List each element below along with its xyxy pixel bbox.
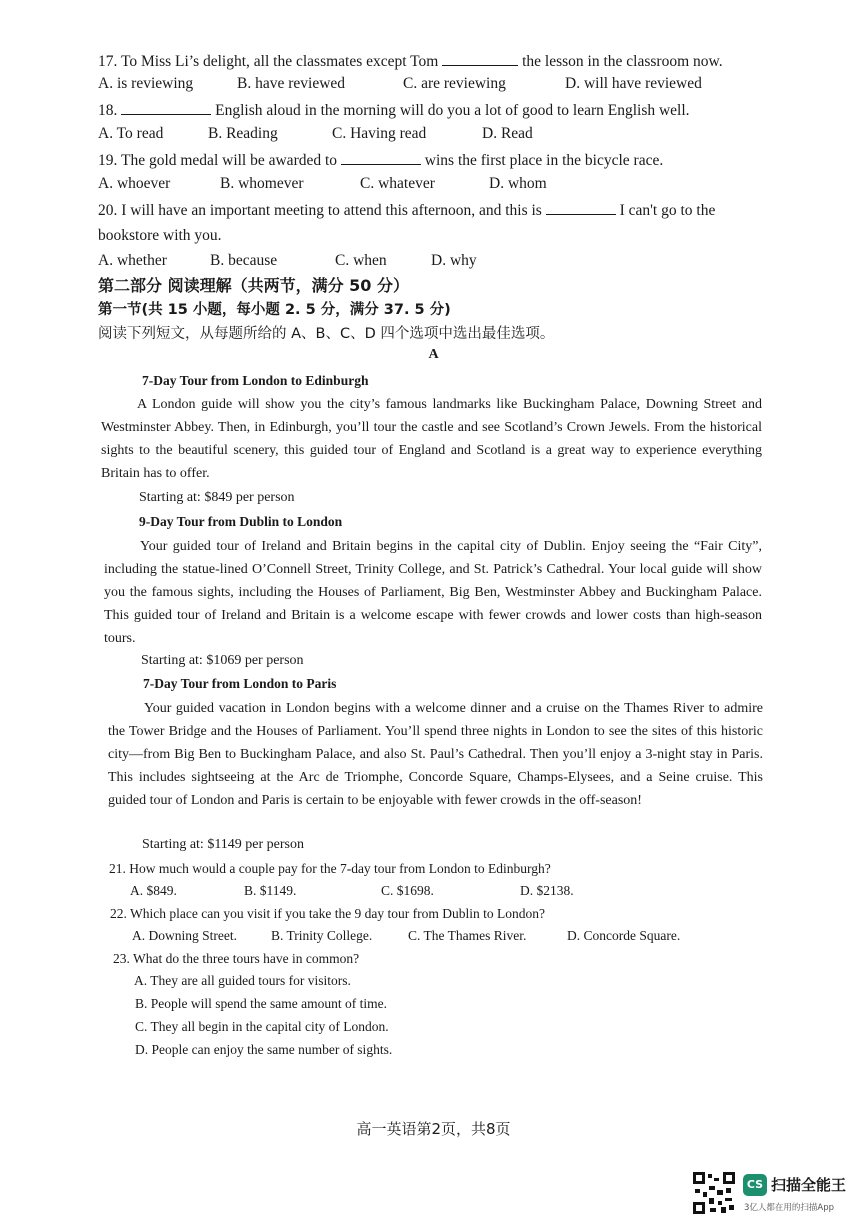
question-19-post: wins the first place in the bicycle race. <box>424 152 664 169</box>
option-d: D. Read <box>482 125 533 142</box>
tour-3-price: Starting at: $1149 per person <box>142 837 305 852</box>
question-21-stem: 21. How much would a couple pay for the 7-day tour from London to Edinburgh? <box>109 861 551 876</box>
question-17-stem <box>98 50 723 72</box>
option-b: B. because <box>210 252 278 269</box>
camscanner-logo: CS <box>743 1174 767 1196</box>
answer-blank <box>442 50 518 66</box>
tour-1-title: 7-Day Tour from London to Edinburgh <box>142 373 369 388</box>
option-c: C. The Thames River. <box>408 928 527 943</box>
question-21-options <box>130 883 630 901</box>
tour-2-title: 9-Day Tour from Dublin to London <box>139 514 343 529</box>
tour-1-description: A London guide will show you the city’s famous landmarks like Buckingham Palace, Downing Street and Westminster Abbey. Then, in Edinburgh, you’ll tour the castle and see Scotland’s Crown Jewels. From the historical sights to the beautiful scenery, this guided tour of England and Scotland is a great way to experience everything Britain has to offer. <box>101 397 762 481</box>
option-d: D. People can enjoy the same number of sights. <box>135 1042 393 1057</box>
option-c: C. They all begin in the capital city of London. <box>135 1019 389 1034</box>
question-20-stem-line2: bookstore with you. <box>98 227 222 244</box>
question-23-stem: 23. What do the three tours have in common? <box>113 951 360 966</box>
option-d: D. $2138. <box>520 883 574 898</box>
option-a: A. To read <box>98 125 164 142</box>
page-footer: 高一英语第2页，共8页 <box>356 1120 511 1138</box>
question-18-stem <box>98 99 690 121</box>
option-b: B. $1149. <box>244 883 297 898</box>
question-17-options <box>98 74 798 94</box>
option-c: C. when <box>335 252 387 269</box>
question-17-post: the lesson in the classroom now. <box>522 53 723 70</box>
camscanner-name: 扫描全能王 <box>771 1176 847 1194</box>
option-d: D. whom <box>489 175 547 192</box>
question-17-pre: 17. To Miss Li’s delight, all the classmates except Tom <box>98 53 439 70</box>
answer-blank <box>121 99 211 115</box>
section-1-heading: 第一节(共 15 小题，每小题 2. 5 分，满分 37. 5 分) <box>98 302 451 318</box>
tour-2-price: Starting at: $1069 per person <box>141 653 304 668</box>
question-19-stem <box>98 149 663 171</box>
option-a: A. whoever <box>98 175 171 192</box>
option-c: C. are reviewing <box>403 75 506 92</box>
option-d: D. Concorde Square. <box>567 928 681 943</box>
part-2-heading: 第二部分 阅读理解（共两节，满分 50 分） <box>98 276 409 295</box>
option-c: C. $1698. <box>381 883 434 898</box>
camscanner-slogan: 3亿人都在用的扫描App <box>744 1203 835 1213</box>
question-20-options <box>98 251 598 271</box>
option-a: A. whether <box>98 252 167 269</box>
option-b: B. Trinity College. <box>271 928 373 943</box>
answer-blank <box>546 199 616 215</box>
question-18-post: English aloud in the morning will do you a lot of good to learn English well. <box>215 102 690 119</box>
question-18-options <box>98 124 698 144</box>
question-18-pre: 18. <box>98 102 118 119</box>
option-a: A. They are all guided tours for visitors. <box>134 973 351 988</box>
question-22-options <box>132 928 712 946</box>
option-b: B. Reading <box>208 125 278 142</box>
answer-blank <box>341 149 421 165</box>
question-19-pre: 19. The gold medal will be awarded to <box>98 152 338 169</box>
reading-instruction: 阅读下列短文，从每题所给的 A、B、C、D 四个选项中选出最佳选项。 <box>98 326 555 342</box>
option-b: B. have reviewed <box>237 75 346 92</box>
option-c: C. whatever <box>360 175 435 192</box>
question-22-stem: 22. Which place can you visit if you take the 9 day tour from Dublin to London? <box>110 906 546 921</box>
option-b: B. whomever <box>220 175 304 192</box>
question-20-post: I can't go to the <box>619 202 716 219</box>
option-a: A. is reviewing <box>98 75 194 92</box>
option-d: D. will have reviewed <box>565 75 702 92</box>
question-19-options <box>98 174 698 194</box>
tour-3-description: Your guided vacation in London begins with a welcome dinner and a cruise on the Thames River to admire the Tower Bridge and the Houses of Parliament. You’ll spend three nights in London to see the sites of this historic city—from Big Ben to Buckingham Palace, and also St. Paul’s Cathedral. Then you’ll enjoy a 3-night stay in Paris. This includes sightseeing at the Arc de Triomphe, Concorde Square, Champs-Elysees, and a Seine cruise. This guided tour of London and Paris is certain to be enjoyable with fewer crowds in the off-season! <box>108 701 763 808</box>
tour-2-description: Your guided tour of Ireland and Britain begins in the capital city of Dublin. Enjoy seeing the “Fair City”, including the statue-lined O’Connell Street, Trinity College, and St. Patrick’s Cathedral. Your local guide will show you the famous sights, including the Houses of Parliament, Big Ben, Westminster Abbey and Buckingham Palace. This guided tour of Ireland and Britain is a welcome escape with fewer crowds and lower costs than high-season tours. <box>104 539 762 646</box>
option-b: B. People will spend the same amount of time. <box>135 996 387 1011</box>
passage-label: A <box>428 347 439 362</box>
tour-3-title: 7-Day Tour from London to Paris <box>143 676 337 691</box>
tour-1-price: Starting at: $849 per person <box>139 490 295 505</box>
question-20-stem <box>98 199 715 221</box>
question-20-pre: 20. I will have an important meeting to attend this afternoon, and this is <box>98 202 542 219</box>
qr-code-icon <box>693 1172 735 1214</box>
option-a: A. $849. <box>130 883 177 898</box>
option-a: A. Downing Street. <box>132 928 237 943</box>
option-c: C. Having read <box>332 125 427 142</box>
option-d: D. why <box>431 252 477 269</box>
